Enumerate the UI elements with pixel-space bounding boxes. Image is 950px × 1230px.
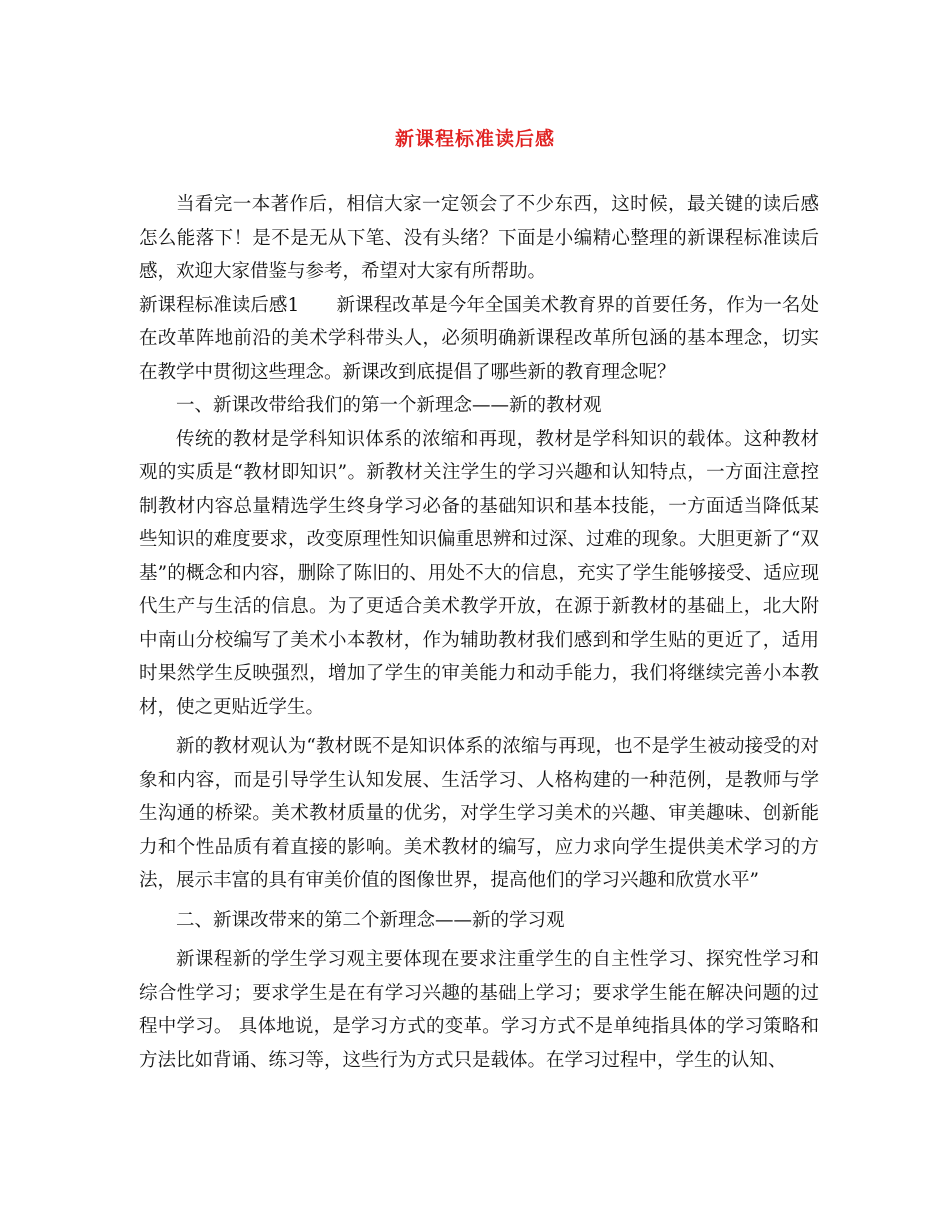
heading-second-concept: 二、新课改带来的第二个新理念——新的学习观: [176, 909, 565, 931]
paragraph-intro: 当看完一本著作后，相信大家一定领会了不少东西，这时候，最关键的读后感怎么能落下！是不是无从下笔、没有头绪？下面是小编精心整理的新课程标准读后感，欢迎大家借鉴与参考，希望对大家有所帮助。: [139, 194, 819, 282]
paragraph-section-1-opening: 新课程标准读后感1 新课程改革是今年全国美术教育界的首要任务，作为一名处在改革阵地前沿的美术学科带头人，必须明确新课程改革所包涵的基本理念，切实在教学中贯彻这些理念。新课改到底提倡了哪些新的教育理念呢？: [139, 294, 819, 383]
paragraph-new-textbook-view: 新的教材观认为“教材既不是知识体系的浓缩与再现，也不是学生被动接受的对象和内容，而是引导学生认知发展、生活学习、人格构建的一种范例，是教师与学生沟通的桥梁。美术教材质量的优劣，对学生学习美术的兴趣、审美趣味、创新能力和个性品质有着直接的影响。美术教材的编写，应力求向学生提供美术学习的方法，展示丰富的具有审美价值的图像世界，提高他们的学习兴趣和欣赏水平”: [139, 736, 819, 891]
document-title: 新课程标准读后感: [394, 128, 555, 150]
paragraph-traditional-textbook: 传统的教材是学科知识体系的浓缩和再现，教材是学科知识的载体。这种教材观的实质是“教材即知识”。新教材关注学生的学习兴趣和认知特点，一方面注意控制教材内容总量精选学生终身学习必备的基础知识和基本技能，一方面适当降低某些知识的难度要求，改变原理性知识偏重思辨和过深、过难的现象。大胆更新了“双基”的概念和内容，删除了陈旧的、用处不大的信息，充实了学生能够接受、适应现代生产与生活的信息。为了更适合美术教学开放，在源于新教材的基础上，北大附中南山分校编写了美术小本教材，作为辅助教材我们感到和学生贴的更近了，适用时果然学生反映强烈，增加了学生的审美能力和动手能力，我们将继续完善小本教材，使之更贴近学生。: [139, 428, 819, 718]
document-body: [139, 188, 819, 1077]
paragraph-learning-view: 新课程新的学生学习观主要体现在要求注重学生的自主性学习、探究性学习和综合性学习；要求学生是在有学习兴趣的基础上学习；要求学生能在解决问题的过程中学习。 具体地说，是学习方式的变革。学习方式不是单纯指具体的学习策略和方法比如背诵、练习等，这些行为方式只是载体。在学习过程中，学生的认知、: [139, 949, 819, 1071]
heading-first-concept: 一、新课改带给我们的第一个新理念——新的教材观: [176, 395, 602, 416]
